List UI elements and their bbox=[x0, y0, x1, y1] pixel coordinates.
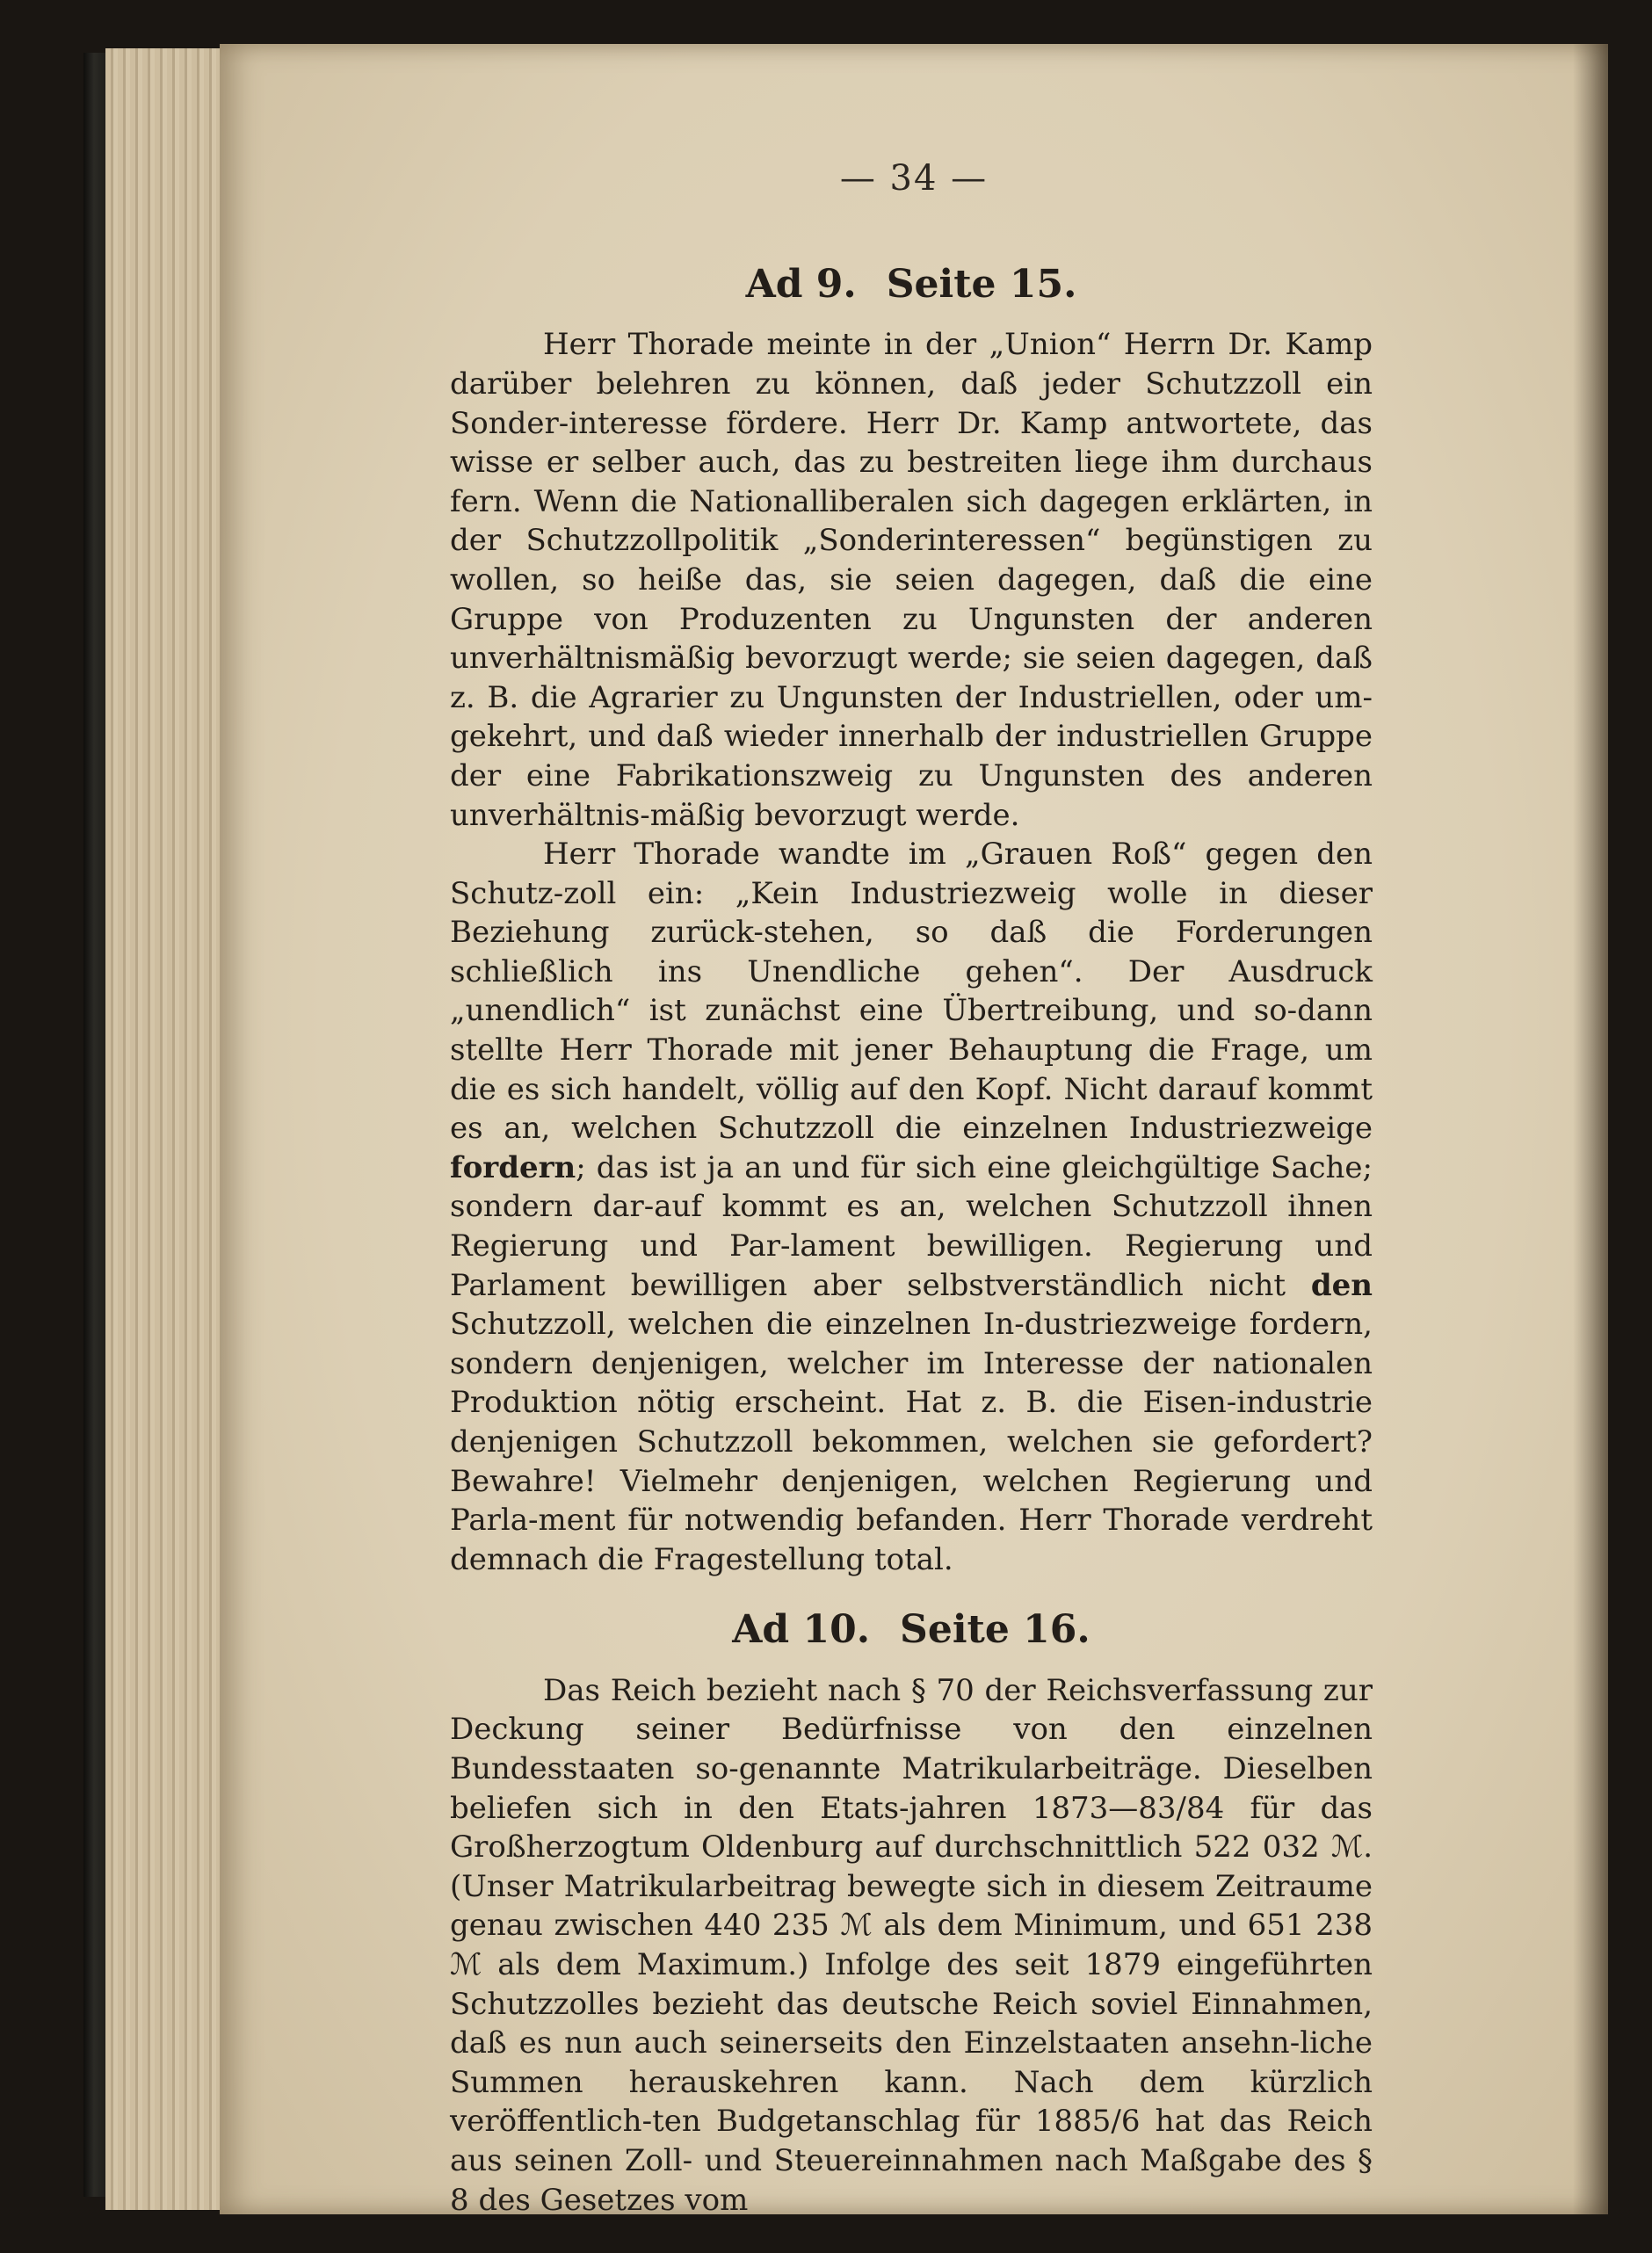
heading-ad-label: Ad 9. bbox=[745, 262, 857, 307]
book-page bbox=[220, 44, 1608, 2218]
paragraph: Das Reich bezieht nach § 70 der Reichsverfassung zur Deckung seiner Bedürfnisse von den einzelnen Bundesstaaten so-genannte Matrikularbeiträge. Dieselben beliefen sich in den Etats-jahren 1873—83/84 für das Großherzogtum Oldenburg auf durchschnittlich 522 032 ℳ. (Unser Matrikularbeitrag bewegte sich in diesem Zeitraume genau zwischen 440 235 ℳ als dem Minimum, und 651 238 ℳ als dem Maximum.) Infolge des seit 1879 eingeführten Schutzzolles bezieht das deutsche Reich soviel Einnahmen, daß es nun auch seinerseits den Einzelstaaten ansehn-liche Summen herauskehren kann. Nach dem kürzlich veröffentlich-ten Budgetanschlag für 1885/6 hat das Reich aus seinen Zoll- und Steuereinnahmen nach Maßgabe des § 8 des Gesetzes vom bbox=[450, 1672, 1373, 2218]
heading-seite-label: Seite 15. bbox=[886, 262, 1077, 307]
text-block bbox=[450, 264, 1373, 2220]
paragraph: Herr Thorade meinte in der „Union“ Herrn Dr. Kamp darüber belehren zu können, daß jeder Schutzzoll ein Sonder-interesse fördere. Herr Dr. Kamp antwortete, das wisse er selber auch, das zu bestreiten liege ihm durchaus fern. Wenn die Nationalliberalen sich dagegen erklärten, in der Schutzzollpolitik „Sonderinteressen“ begünstigen zu wollen, so heiße das, sie seien dagegen, daß die eine Gruppe von Produzenten zu Ungunsten der anderen unverhältnismäßig bevorzugt werde; sie seien dagegen, daß z. B. die Agrarier zu Ungunsten der Industriellen, oder um-gekehrt, und daß wieder innerhalb der industriellen Gruppe der eine Fabrikationszweig zu Ungunsten des anderen unverhältnis-mäßig bevorzugt werde. bbox=[450, 327, 1373, 833]
page-gutter-shadow bbox=[1573, 44, 1608, 2214]
section-heading-ad-10 bbox=[450, 1609, 1373, 1651]
heading-ad-label: Ad 10. bbox=[732, 1607, 871, 1653]
emphasis-text: den bbox=[1310, 1267, 1373, 1303]
section-heading-ad-9 bbox=[450, 264, 1373, 306]
paragraph-text: ; das ist ja an und für sich eine gleichgültige Sache; sondern dar-auf kommt es an, welchen Schutzzoll ihnen Regierung und Par-lament bewilligen. Regierung und Parlament bewilligen aber selbstverständlich nicht bbox=[450, 1149, 1373, 1303]
heading-seite-label: Seite 16. bbox=[900, 1607, 1090, 1653]
paragraph-text: Schutzzoll, welchen die einzelnen In-dustriezweige fordern, sondern denjenigen, welcher im Interesse der nationalen Produktion nötig erscheint. Hat z. B. die Eisen-industrie denjenigen Schutzzoll bekommen, welchen sie gefordert? Bewahre! Vielmehr denjenigen, welchen Regierung und Parla-ment für notwendig befanden. Herr Thorade verdreht demnach die Fragestellung total. bbox=[450, 1307, 1373, 1577]
page-stack-edges bbox=[105, 48, 237, 2210]
emphasis-text: fordern bbox=[450, 1149, 576, 1185]
page-number: — 34 — bbox=[839, 158, 989, 199]
paragraph bbox=[450, 835, 1373, 1579]
paragraph-text: Herr Thorade wandte im „Grauen Roß“ gegen den Schutz-zoll ein: „Kein Industriezweig wolle in dieser Beziehung zurück-stehen, so daß die Forderungen schließlich ins Unendliche gehen“. Der Ausdruck „unendlich“ ist zunächst eine Übertreibung, und so-dann stellte Herr Thorade mit jener Behauptung die Frage, um die es sich handelt, völlig auf den Kopf. Nicht darauf kommt es an, welchen Schutzzoll die einzelnen Industriezweige bbox=[450, 837, 1373, 1147]
